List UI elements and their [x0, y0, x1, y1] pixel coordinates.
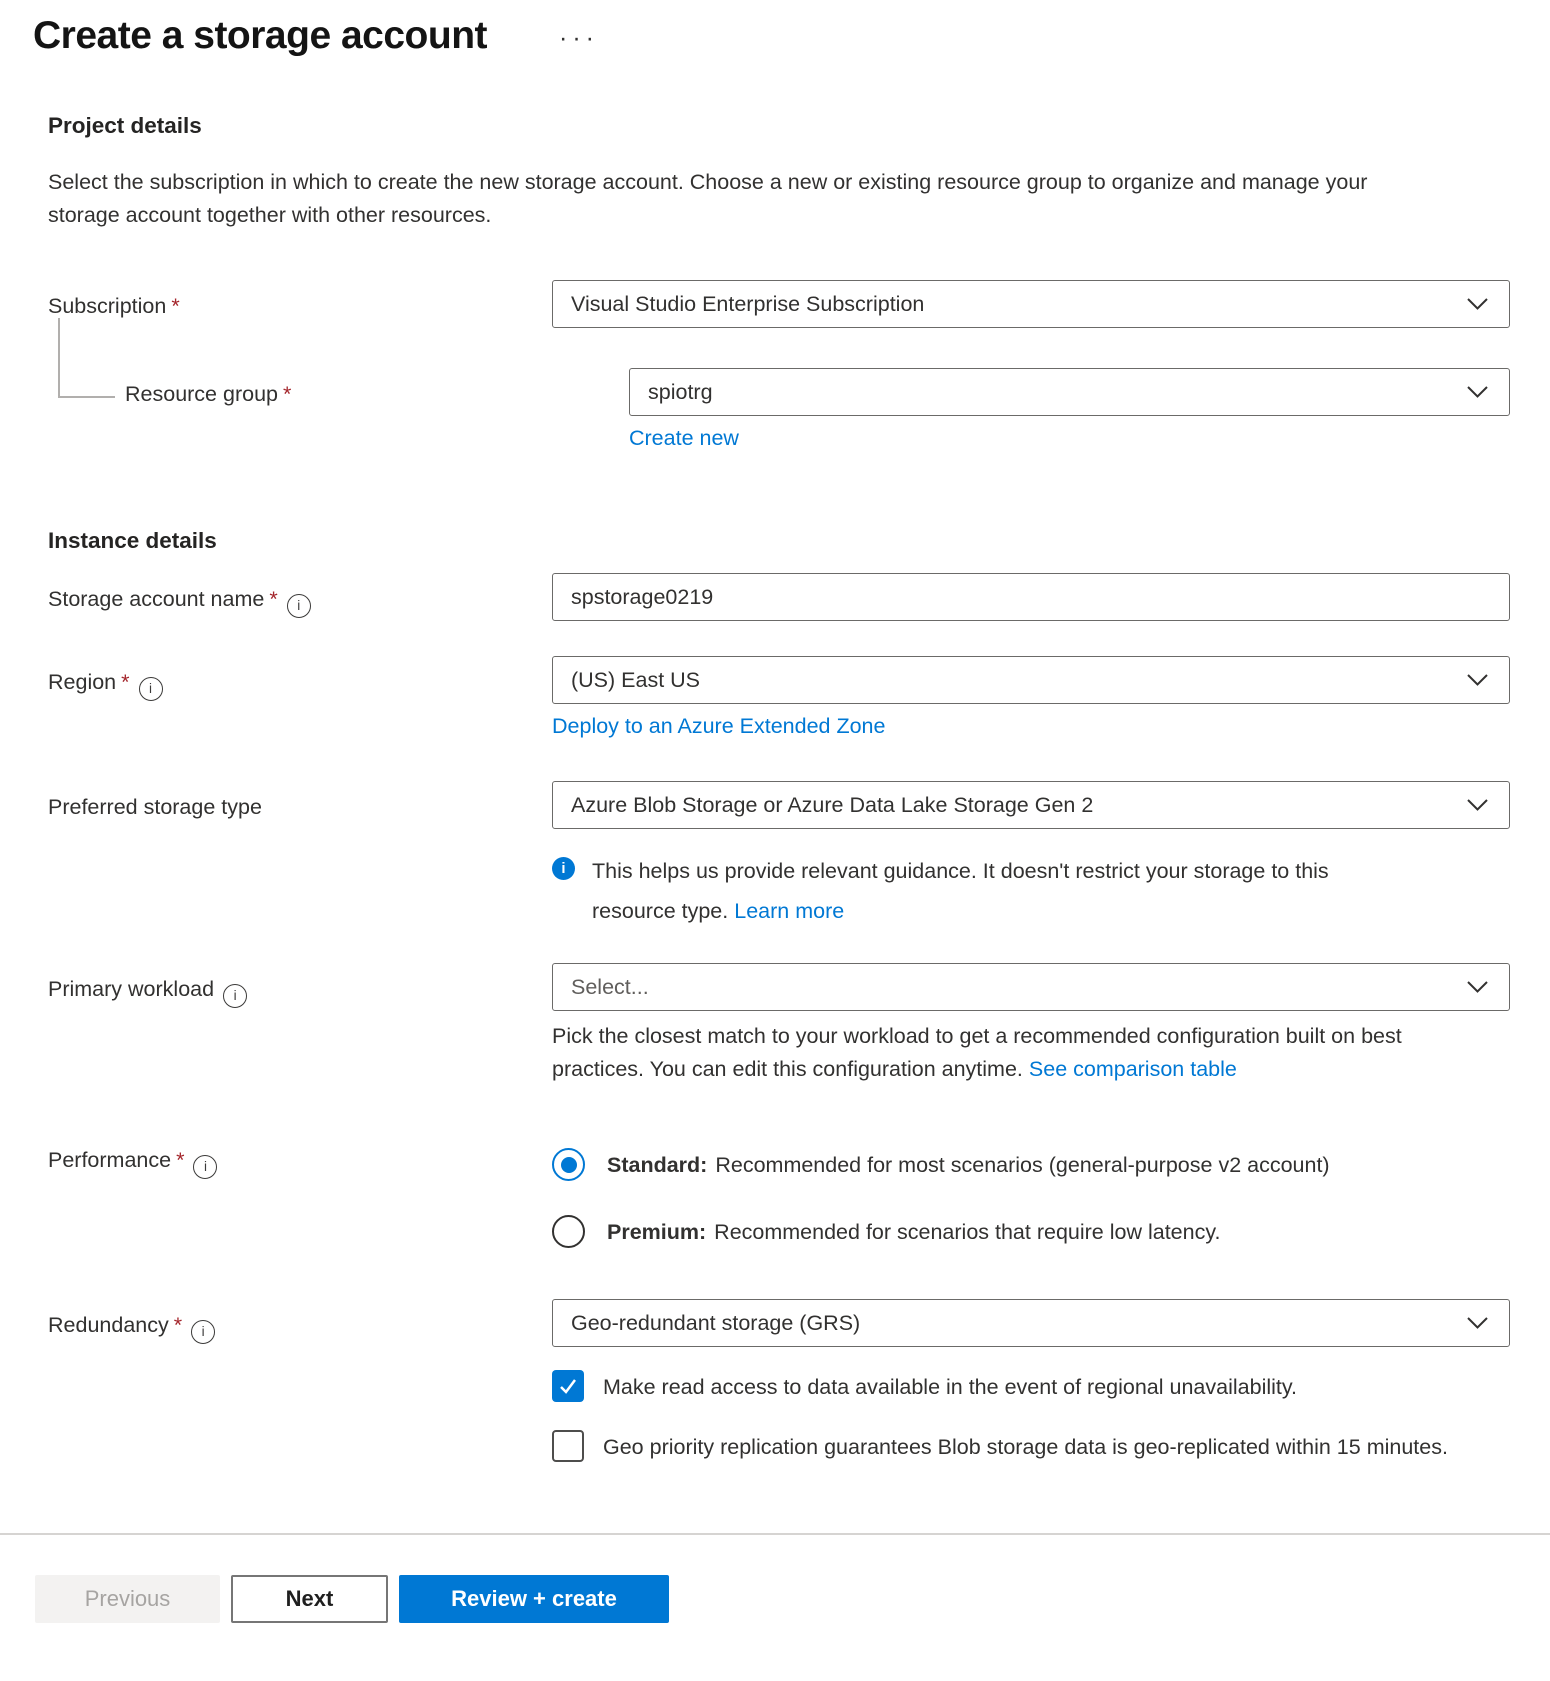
info-icon[interactable]: i — [191, 1320, 215, 1344]
redundancy-value: Geo-redundant storage (GRS) — [571, 1310, 861, 1335]
page-title: Create a storage account — [33, 14, 488, 57]
chevron-down-icon — [1466, 798, 1489, 812]
resource-group-value: spiotrg — [648, 379, 713, 404]
required-asterisk: * — [176, 1148, 185, 1172]
project-details-description: Select the subscription in which to create the new storage account. Choose a new or existing resource group to organize and manage your storage account together with other resources. — [48, 170, 1368, 227]
subscription-label: Subscription * — [48, 294, 180, 318]
page-header — [33, 12, 1510, 60]
redundancy-row — [48, 1299, 1510, 1467]
required-asterisk: * — [171, 294, 180, 318]
performance-premium-text: Premium: Recommended for scenarios that require low latency. — [607, 1219, 1221, 1244]
redundancy-dropdown[interactable] — [552, 1299, 1510, 1347]
info-icon[interactable]: i — [139, 677, 163, 701]
region-row — [48, 656, 1510, 739]
preferred-storage-type-value: Azure Blob Storage or Azure Data Lake Storage Gen 2 — [571, 792, 1094, 817]
see-comparison-table-link[interactable]: See comparison table — [1028, 1057, 1237, 1081]
chevron-down-icon — [1466, 1316, 1489, 1330]
chevron-down-icon — [1466, 673, 1489, 687]
geo-priority-checkbox-row[interactable] — [552, 1427, 1510, 1467]
chevron-down-icon — [1466, 980, 1489, 994]
primary-workload-label: Primary workload i — [48, 963, 552, 1086]
chevron-down-icon — [1466, 297, 1489, 311]
deploy-extended-zone-link[interactable]: Deploy to an Azure Extended Zone — [552, 714, 886, 738]
info-icon[interactable]: i — [193, 1155, 217, 1179]
performance-premium-radio[interactable] — [552, 1215, 1510, 1248]
storage-type-note-text: This helps us provide relevant guidance. It doesn't restrict your storage to this resource type. Learn more — [592, 859, 1329, 923]
preferred-storage-type-dropdown[interactable] — [552, 781, 1510, 829]
primary-workload-helper-text: Pick the closest match to your workload to get a recommended configuration built on best practices. You can edit this configuration anytime. See comparison table — [552, 1024, 1402, 1081]
required-asterisk: * — [269, 587, 278, 611]
info-filled-icon: i — [552, 857, 575, 880]
storage-type-info-note — [552, 851, 1510, 931]
checkbox-checked-icon — [552, 1370, 584, 1402]
footer-actions — [0, 1535, 1550, 1623]
subscription-value: Visual Studio Enterprise Subscription — [571, 291, 925, 316]
info-icon[interactable]: i — [287, 594, 311, 618]
previous-button[interactable]: Previous — [35, 1575, 220, 1623]
region-value: (US) East US — [571, 667, 701, 692]
read-access-checkbox-row[interactable] — [552, 1367, 1510, 1407]
geo-priority-checkbox-label: Geo priority replication guarantees Blob storage data is geo-replicated within 15 minutes. — [603, 1435, 1448, 1459]
preferred-storage-type-row — [48, 781, 1510, 931]
redundancy-label: Redundancy * i — [48, 1299, 552, 1467]
required-asterisk: * — [173, 1313, 183, 1337]
storage-account-name-label: Storage account name * i — [48, 573, 552, 621]
resource-group-row — [48, 368, 1510, 451]
preferred-storage-type-label: Preferred storage type — [48, 795, 262, 819]
project-details-heading: Project details — [48, 113, 202, 138]
radio-unselected-icon — [552, 1215, 585, 1248]
subscription-resource-connector-line — [58, 318, 115, 398]
region-dropdown[interactable] — [552, 656, 1510, 704]
info-icon[interactable]: i — [223, 984, 247, 1008]
primary-workload-placeholder: Select... — [571, 974, 649, 999]
storage-account-name-row — [48, 573, 1510, 621]
subscription-row — [48, 280, 1510, 328]
radio-selected-icon — [552, 1148, 585, 1181]
performance-label: Performance * i — [48, 1134, 552, 1248]
region-label: Region * i — [48, 656, 552, 739]
resource-group-label: Resource group * — [125, 382, 292, 406]
create-new-link[interactable]: Create new — [629, 426, 739, 450]
required-asterisk: * — [121, 670, 130, 694]
subscription-dropdown[interactable] — [552, 280, 1510, 328]
performance-row — [48, 1134, 1510, 1248]
next-button[interactable]: Next — [231, 1575, 388, 1623]
instance-details-heading: Instance details — [48, 528, 217, 553]
primary-workload-row — [48, 963, 1510, 1086]
chevron-down-icon — [1466, 385, 1489, 399]
checkbox-unchecked-icon — [552, 1430, 584, 1462]
primary-workload-dropdown[interactable] — [552, 963, 1510, 1011]
performance-standard-radio[interactable] — [552, 1148, 1510, 1181]
learn-more-link[interactable]: Learn more — [734, 899, 845, 923]
resource-group-dropdown[interactable] — [629, 368, 1510, 416]
read-access-checkbox-label: Make read access to data available in the event of regional unavailability. — [603, 1375, 1297, 1399]
required-asterisk: * — [282, 382, 292, 406]
performance-standard-text: Standard: Recommended for most scenarios (general-purpose v2 account) — [607, 1152, 1330, 1177]
more-options-icon[interactable]: ··· — [559, 23, 599, 52]
review-create-button[interactable]: Review + create — [399, 1575, 669, 1623]
storage-account-name-input[interactable] — [552, 573, 1510, 621]
